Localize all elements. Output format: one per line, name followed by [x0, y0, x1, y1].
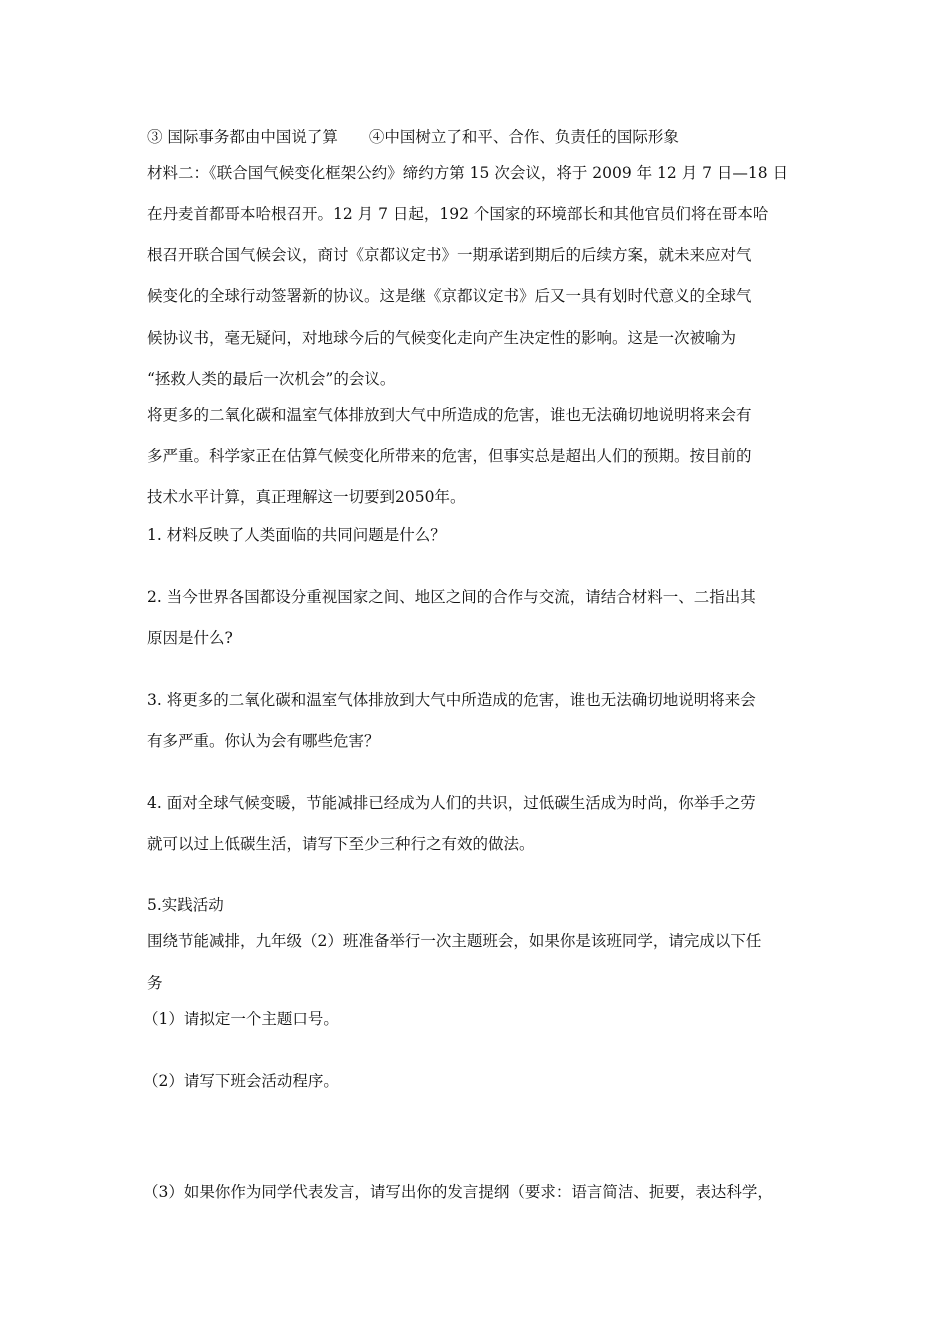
sub-question-3: （3）如果你作为同学代表发言，请写出你的发言提纲（要求：语言简洁、扼要，表达科学，	[143, 1183, 773, 1201]
sub-question-2: （2）请写下班会活动程序。	[143, 1072, 339, 1090]
question-3: 有多严重。你认为会有哪些危害？	[147, 732, 380, 750]
question-1: 1. 材料反映了人类面临的共同问题是什么？	[147, 526, 446, 544]
question-5-intro: 务	[147, 974, 163, 992]
option-line: ③ 国际事务都由中国说了算 ④中国树立了和平、合作、负责任的国际形象	[147, 128, 679, 146]
material-two-line: 多严重。科学家正在估算气候变化所带来的危害，但事实总是超出人们的预期。按目前的	[147, 447, 752, 465]
material-two-line: 材料二：《联合国气候变化框架公约》缔约方第 15 次会议，将于 2009 年 12 月 7 日—18 日	[147, 164, 789, 182]
material-two-line: 根召开联合国气候会议，商讨《京都议定书》一期承诺到期后的后续方案，就未来应对气	[147, 246, 752, 264]
question-5-title: 5.实践活动	[147, 896, 224, 914]
question-4: 4. 面对全球气候变暖，节能减排已经成为人们的共识，过低碳生活成为时尚，你举手之劳	[147, 794, 756, 812]
material-two-line: 技术水平计算，真正理解这一切要到2050年。	[147, 488, 466, 506]
material-two-line: “拯救人类的最后一次机会”的会议。	[147, 370, 396, 388]
material-two-line: 候协议书，毫无疑问，对地球今后的气候变化走向产生决定性的影响。这是一次被喻为	[147, 329, 737, 347]
material-two-line: 将更多的二氧化碳和温室气体排放到大气中所造成的危害，谁也无法确切地说明将来会有	[147, 406, 752, 424]
question-2: 原因是什么?	[147, 629, 233, 647]
question-2: 2. 当今世界各国都设分重视国家之间、地区之间的合作与交流，请结合材料一、二指出其	[147, 588, 756, 606]
material-two-line: 候变化的全球行动签署新的协议。这是继《京都议定书》后又一具有划时代意义的全球气	[147, 287, 752, 305]
material-two-line: 在丹麦首都哥本哈根召开。12 月 7 日起，192 个国家的环境部长和其他官员们将在哥本哈	[147, 205, 769, 223]
question-4: 就可以过上低碳生活，请写下至少三种行之有效的做法。	[147, 835, 535, 853]
sub-question-1: （1）请拟定一个主题口号。	[143, 1010, 339, 1028]
question-5-intro: 围绕节能减排，九年级（2）班准备举行一次主题班会，如果你是该班同学，请完成以下任	[147, 932, 762, 950]
question-3: 3. 将更多的二氧化碳和温室气体排放到大气中所造成的危害，谁也无法确切地说明将来会	[147, 691, 756, 709]
